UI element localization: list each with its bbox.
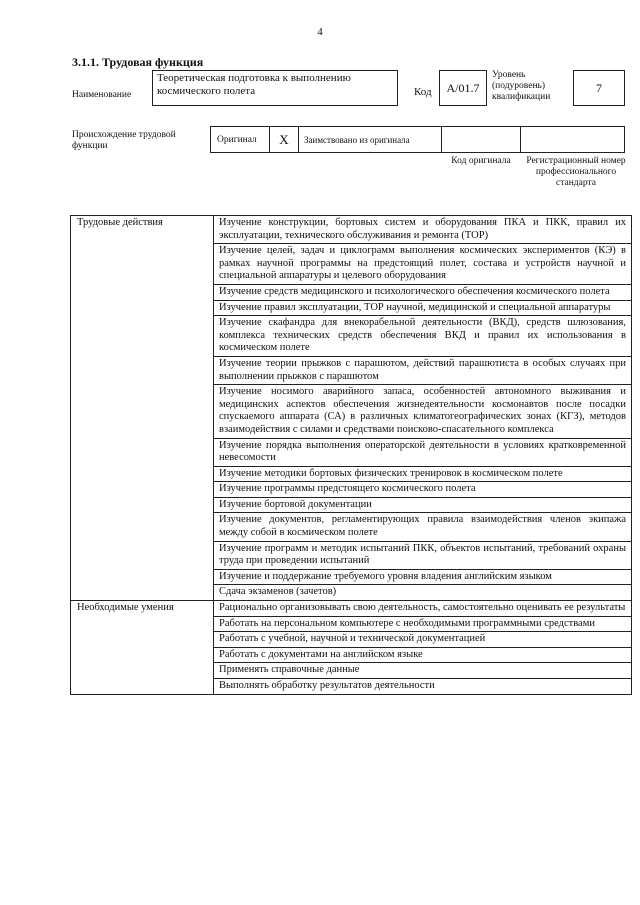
labor-function-table xyxy=(70,215,632,695)
reg-number-label: Регистрационный номер профессионального стандарта xyxy=(526,156,626,188)
item-cell: Выполнять обработку результатов деятельности xyxy=(214,679,632,695)
item-cell: Применять справочные данные xyxy=(214,663,632,679)
item-cell: Рационально организовывать свою деятельность, самостоятельно оценивать ее результаты xyxy=(214,601,632,617)
item-cell: Изучение целей, задач и циклограмм выполнения космических экспериментов (КЭ) в рамках научной программы на предстоящий полет, состава и устройств научной и специальной аппаратуры и целевого оборудования xyxy=(214,244,632,285)
original-cell xyxy=(210,126,270,153)
item-cell: Изучение порядка выполнения операторской деятельности в условиях кратковременной невесомости xyxy=(214,438,632,466)
reg-number-cell xyxy=(520,126,625,153)
borrowed-label: Заимствовано из оригинала xyxy=(304,134,410,145)
origin-label: Происхождение трудовой функции xyxy=(72,130,176,151)
original-label: Оригинал xyxy=(217,134,257,145)
item-cell: Изучение методики бортовых физических тренировок в космическом полете xyxy=(214,466,632,482)
item-cell: Работать на персональном компьютере с необходимыми программными средствами xyxy=(214,616,632,632)
item-cell: Изучение скафандра для внекорабельной деятельности (ВКД), средств шлюзования, комплекса технических средств обеспечения ВКД и правил их использования в космическом полете xyxy=(214,316,632,357)
item-cell: Изучение носимого аварийного запаса, особенностей автономного выживания и медицинских аспектов обеспечения жизнедеятельности космонавтов после посадки спускаемого аппарата (СА) в различных климатогеографических зонах (КГЗ), методов взаимодействия с силами и средствами поисково-спасательного комплекса xyxy=(214,385,632,438)
original-mark: X xyxy=(279,131,289,147)
code-value: A/01.7 xyxy=(446,80,480,95)
code-box xyxy=(439,70,487,106)
section-title: 3.1.1. Трудовая функция xyxy=(72,55,204,69)
original-mark-cell xyxy=(269,126,299,153)
function-name-box xyxy=(152,70,398,106)
item-cell: Изучение и поддержание требуемого уровня владения английским языком xyxy=(214,569,632,585)
item-cell: Изучение средств медицинского и психологического обеспечения космического полета xyxy=(214,284,632,300)
table-row xyxy=(71,216,632,244)
item-cell: Изучение бортовой документации xyxy=(214,497,632,513)
item-cell: Работать с документами на английском языке xyxy=(214,647,632,663)
code-label: Код xyxy=(414,86,432,98)
code-original-cell xyxy=(441,126,521,153)
borrowed-cell xyxy=(298,126,442,153)
item-cell: Сдача экзаменов (зачетов) xyxy=(214,585,632,601)
level-value: 7 xyxy=(596,80,602,95)
table-row xyxy=(71,601,632,617)
code-original-label: Код оригинала xyxy=(451,156,511,166)
item-cell: Изучение программ и методик испытаний ПКК, объектов испытаний, требований охраны труда при проведении испытаний xyxy=(214,541,632,569)
level-box xyxy=(573,70,625,106)
level-label: Уровень (подуровень) квалификации xyxy=(492,70,551,102)
name-label: Наименование xyxy=(72,90,132,100)
item-cell: Изучение документов, регламентирующих правила взаимодействия членов экипажа между собой в космическом полете xyxy=(214,513,632,541)
page-number: 4 xyxy=(317,26,323,38)
function-name: Теоретическая подготовка к выполнению космического полета xyxy=(157,72,351,97)
category-cell: Трудовые действия xyxy=(71,216,214,601)
category-cell: Необходимые умения xyxy=(71,601,214,695)
item-cell: Изучение программы предстоящего космического полета xyxy=(214,482,632,498)
item-cell: Изучение теории прыжков с парашютом, действий парашютиста в особых случаях при выполнении прыжков с парашютом xyxy=(214,356,632,384)
item-cell: Работать с учебной, научной и технической документацией xyxy=(214,632,632,648)
item-cell: Изучение конструкции, бортовых систем и оборудования ПКА и ПКК, правил их эксплуатации, технического обслуживания и ремонта (ТОР) xyxy=(214,216,632,244)
item-cell: Изучение правил эксплуатации, ТОР научной, медицинской и специальной аппаратуры xyxy=(214,300,632,316)
